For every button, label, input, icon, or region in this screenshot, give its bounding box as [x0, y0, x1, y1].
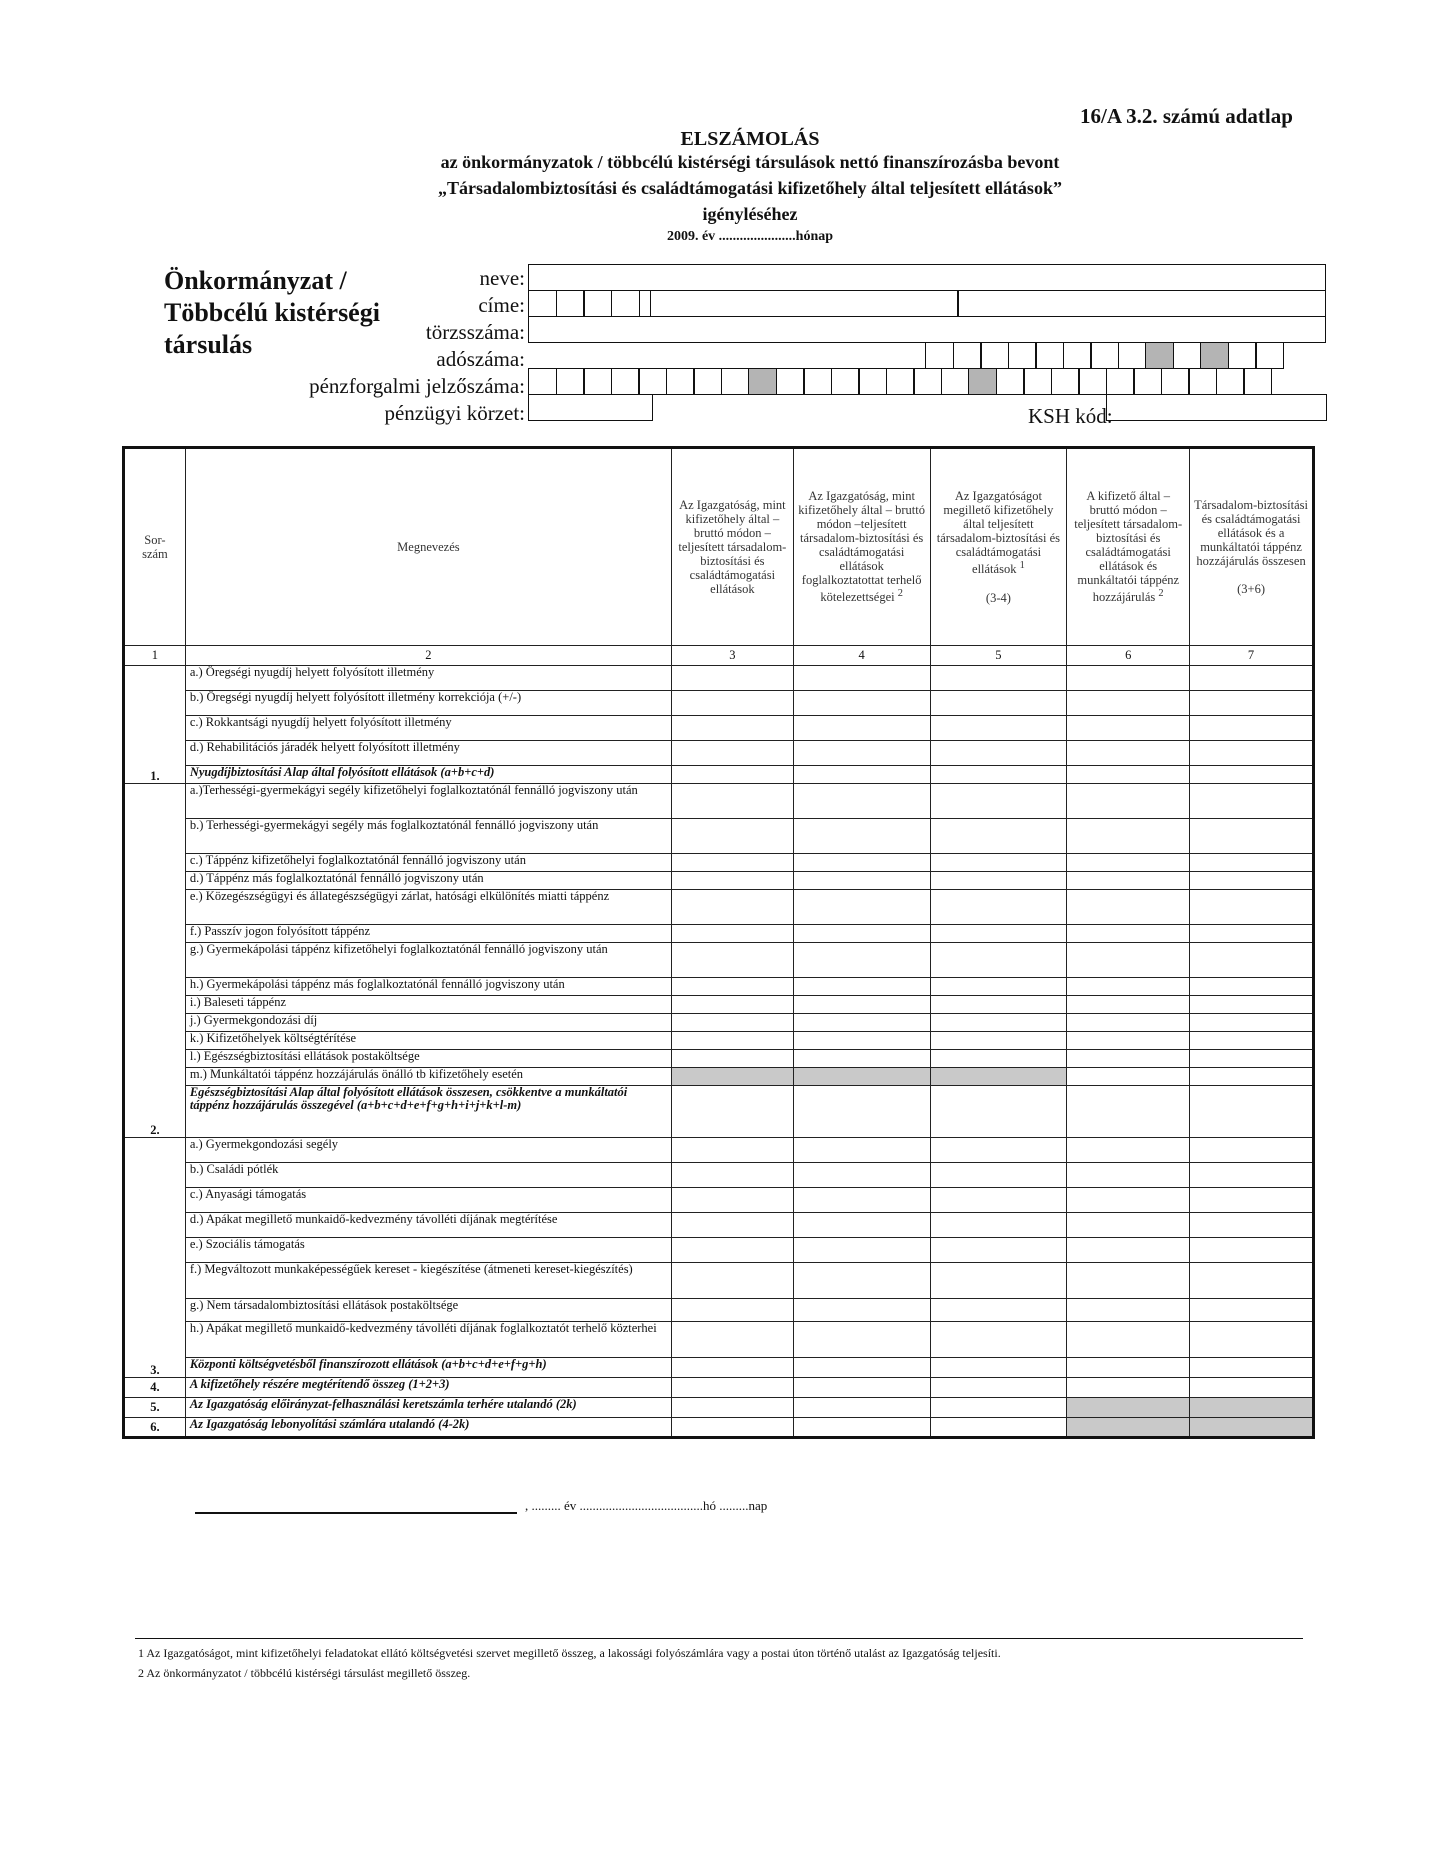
row-label: Az Igazgatóság lebonyolítási számlára utalandó (4-2k): [185, 1418, 671, 1438]
col-number: 1: [124, 646, 186, 666]
row-label: a.)Terhességi-gyermekágyi segély kifizetőhelyi foglalkoztatónál fennálló jogviszony után: [185, 784, 671, 819]
table-row: [124, 741, 1314, 766]
entity-line-3: társulás: [164, 330, 253, 359]
settlement-table: [122, 446, 1315, 1439]
table-row: [124, 872, 1314, 890]
name-field[interactable]: [528, 264, 1326, 291]
col-number: 2: [185, 646, 671, 666]
col-number: 5: [930, 646, 1067, 666]
column-number-row: [124, 646, 1314, 666]
col-number: 6: [1067, 646, 1190, 666]
table-row-total: [124, 1358, 1314, 1378]
col-header-3: Az Igazgatóság, mint kifizetőhely által – bruttó módon – teljesített társadalom-biztosítási és családtámogatási ellátások: [671, 448, 793, 646]
city-field[interactable]: [650, 290, 959, 317]
financial-district-cells[interactable]: [528, 394, 652, 421]
row-label: c.) Táppénz kifizetőhelyi foglalkoztatónál fennálló jogviszony után: [185, 854, 671, 872]
entity-line-1: Önkormányzat /: [164, 266, 347, 295]
row-label: Központi költségvetésből finanszírozott ellátások (a+b+c+d+e+f+g+h): [185, 1358, 671, 1378]
postcode-cells[interactable]: [528, 290, 638, 317]
form-subtitle-1: az önkormányzatok / többcélú kistérségi társulások nettó finanszírozásba bevont: [440, 152, 1060, 172]
table-row: [124, 1032, 1314, 1050]
col-header-4: Az Igazgatóság, mint kifizetőhely által – bruttó módon –teljesített társadalom-biztosítási és családtámogatási ellátások foglalkoztatottat terhelő kötelezettségei $^2$: [793, 448, 930, 646]
name-label: neve:: [479, 266, 525, 290]
form-subtitle-3: igényléséhez: [702, 204, 798, 224]
row-label: l.) Egészségbiztosítási ellátások postaköltsége: [185, 1050, 671, 1068]
row-number: 5.: [124, 1398, 186, 1418]
section-number: 1.: [124, 666, 186, 784]
row-label: Egészségbiztosítási Alap által folyósított ellátások összesen, csökkentve a munkáltatói táppénz hozzájárulás összegével (a+b+c+d+e+f+g+h+i+j+k+l-m): [185, 1086, 671, 1138]
row-label: d.) Apákat megillető munkaidő-kedvezmény távolléti díjának megtérítése: [185, 1213, 671, 1238]
row-label: a.) Gyermekgondozási segély: [185, 1138, 671, 1163]
entity-label: [164, 265, 380, 361]
tax-number-cells[interactable]: [925, 342, 1283, 369]
ksh-code-cells[interactable]: [1106, 394, 1326, 421]
row-label: h.) Apákat megillető munkaidő-kedvezmény távolléti díjának foglalkoztatót terhelő közterhei: [185, 1322, 671, 1358]
entity-line-2: Többcélú kistérségi: [164, 298, 380, 327]
street-field[interactable]: [957, 290, 1326, 317]
row-label: b.) Terhességi-gyermekágyi segély más foglalkoztatónál fennálló jogviszony után: [185, 819, 671, 854]
table-row: [124, 1188, 1314, 1213]
table-row: [124, 1299, 1314, 1322]
col-header-5: Az Igazgatóságot megillető kifizetőhely által teljesített társadalom-biztosítási és családtámogatási ellátások $^1$ (3-4): [930, 448, 1067, 646]
table-row: [124, 890, 1314, 925]
tax-number-label: adószáma:: [436, 347, 525, 371]
header-row: [124, 448, 1314, 646]
table-row: [124, 1238, 1314, 1263]
table-row: [124, 943, 1314, 978]
row-label: b.) Öregségi nyugdíj helyett folyósított illetmény korrekciója (+/-): [185, 691, 671, 716]
row-label: c.) Anyasági támogatás: [185, 1188, 671, 1213]
row-label: a.) Öregségi nyugdíj helyett folyósított illetmény: [185, 666, 671, 691]
address-label: címe:: [478, 293, 525, 317]
row-label: b.) Családi pótlék: [185, 1163, 671, 1188]
table-row: [124, 854, 1314, 872]
col-header-name: Megnevezés: [185, 448, 671, 646]
table-row: [124, 1050, 1314, 1068]
section-number: 3.: [124, 1138, 186, 1378]
table-row-total: [124, 766, 1314, 784]
table-row: [124, 1138, 1314, 1163]
form-number: 16/A 3.2. számú adatlap: [1080, 104, 1293, 128]
row-label: i.) Baleseti táppénz: [185, 996, 671, 1014]
ksh-code-label: KSH kód:: [1028, 404, 1113, 428]
table-row: [124, 666, 1314, 691]
col-header-6: A kifizető által – bruttó módon – teljesített társadalom-biztosítási és családtámogatási ellátások és munkáltatói táppénz hozzájárulás $^2$: [1067, 448, 1190, 646]
col-header-serial: Sor- szám: [124, 448, 186, 646]
table-row: [124, 996, 1314, 1014]
table-row: [124, 819, 1314, 854]
row-label: g.) Gyermekápolási táppénz kifizetőhelyi foglalkoztatónál fennálló jogviszony után: [185, 943, 671, 978]
table-row: [124, 691, 1314, 716]
row-label: e.) Szociális támogatás: [185, 1238, 671, 1263]
form-period: 2009. év ......................hónap: [666, 229, 834, 244]
table-row: [124, 716, 1314, 741]
table-row-total: [124, 1418, 1314, 1438]
row-label: e.) Közegészségügyi és állategészségügyi zárlat, hatósági elkülönítés miatti táppénz: [185, 890, 671, 925]
row-label: f.) Megváltozott munkaképességűek kereset - kiegészítése (átmeneti kereset-kiegészítés): [185, 1263, 671, 1299]
row-label: d.) Táppénz más foglalkoztatónál fennálló jogviszony után: [185, 872, 671, 890]
table-row-total: [124, 1398, 1314, 1418]
row-label: c.) Rokkantsági nyugdíj helyett folyósított illetmény: [185, 716, 671, 741]
col-number: 7: [1190, 646, 1314, 666]
table-row: [124, 1213, 1314, 1238]
place-signature-line[interactable]: [195, 1512, 517, 1514]
table-row: [124, 1263, 1314, 1299]
col-number: 3: [671, 646, 793, 666]
table-row-total: [124, 1378, 1314, 1398]
footnote-2: 2 Az önkormányzatot / többcélú kistérségi társulást megillető összeg.: [138, 1666, 471, 1680]
row-label: A kifizetőhely részére megtérítendő összeg (1+2+3): [185, 1378, 671, 1398]
footnote-1: 1 Az Igazgatóságot, mint kifizetőhelyi feladatokat ellátó költségvetési szervet megillető összeg, a lakossági folyószámlára vagy a postai úton történő utalást az Igazgatóság teljesíti.: [138, 1646, 1001, 1660]
form-subtitle-2: „Társadalombiztosítási és családtámogatási kifizetőhely által teljesített ellátások”: [438, 178, 1062, 198]
row-number: 6.: [124, 1418, 186, 1438]
financial-district-label: pénzügyi körzet:: [384, 401, 525, 425]
col-number: 4: [793, 646, 930, 666]
table-row-total: [124, 1086, 1314, 1138]
section-number: 2.: [124, 784, 186, 1138]
table-row: [124, 925, 1314, 943]
date-line: [195, 1498, 767, 1514]
register-number-field[interactable]: [528, 316, 1326, 343]
account-number-cells[interactable]: [528, 368, 1271, 395]
row-label: j.) Gyermekgondozási díj: [185, 1014, 671, 1032]
row-label: f.) Passzív jogon folyósított táppénz: [185, 925, 671, 943]
row-label: Az Igazgatóság előirányzat-felhasználási keretszámla terhére utalandó (2k): [185, 1398, 671, 1418]
row-label: k.) Kifizetőhelyek költségtérítése: [185, 1032, 671, 1050]
register-number-label: törzsszáma:: [425, 320, 525, 344]
row-label: h.) Gyermekápolási táppénz más foglalkoztatónál fennálló jogviszony után: [185, 978, 671, 996]
table-row: [124, 1068, 1314, 1086]
row-label: m.) Munkáltatói táppénz hozzájárulás önálló tb kifizetőhely esetén: [185, 1068, 671, 1086]
row-label: d.) Rehabilitációs járadék helyett folyósított illetmény: [185, 741, 671, 766]
account-number-label: pénzforgalmi jelzőszáma:: [309, 374, 525, 398]
row-label: Nyugdíjbiztosítási Alap által folyósított ellátások (a+b+c+d): [185, 766, 671, 784]
table-row: [124, 978, 1314, 996]
form-title: ELSZÁMOLÁS: [680, 128, 820, 150]
table-row: [124, 784, 1314, 819]
date-text: , ......... év ......................................hó .........nap: [525, 1498, 768, 1513]
table-row: [124, 1322, 1314, 1358]
table-row: [124, 1014, 1314, 1032]
footnote-divider: [135, 1638, 1303, 1639]
row-number: 4.: [124, 1378, 186, 1398]
col-header-7: Társadalom-biztosítási és családtámogatási ellátások és a munkáltatói táppénz hozzájárulás összesen (3+6): [1190, 448, 1314, 646]
table-row: [124, 1163, 1314, 1188]
row-label: g.) Nem társadalombiztosítási ellátások postaköltsége: [185, 1299, 671, 1322]
